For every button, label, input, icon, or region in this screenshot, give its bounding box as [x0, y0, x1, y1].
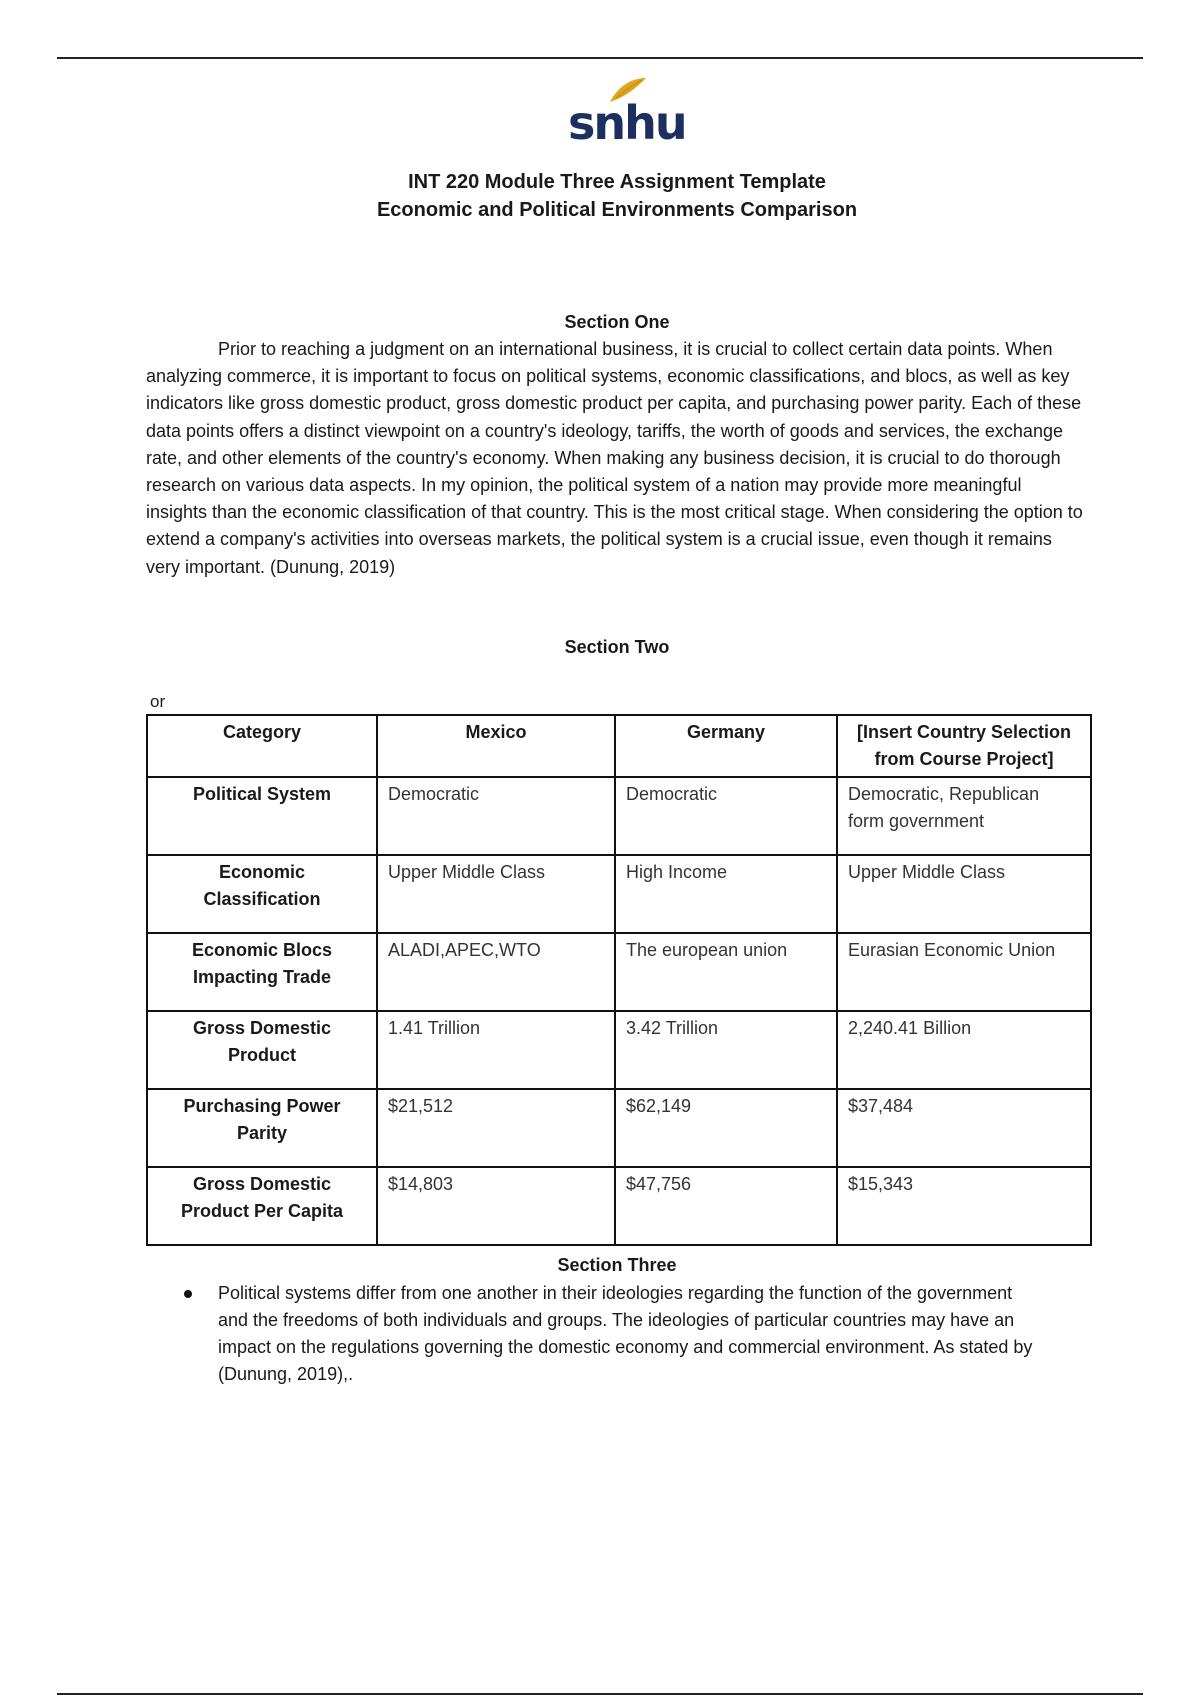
mexico-value: Democratic — [377, 777, 615, 855]
list-item-text: Political systems differ from one another in their ideologies regarding the function of the government and the freedoms of both individuals and groups. The ideologies of particular countries may have an impact on the regulations governing the domestic economy and commercial environment. As stated by (Dunung, 2019),. — [218, 1283, 1033, 1384]
top-rule — [57, 57, 1143, 59]
bullet-icon — [184, 1290, 192, 1298]
mexico-value: $14,803 — [377, 1167, 615, 1245]
or-label: or — [150, 692, 166, 711]
mexico-value: ALADI,APEC,WTO — [377, 933, 615, 1011]
header-germany: Germany — [615, 715, 837, 777]
selection-value: $15,343 — [837, 1167, 1091, 1245]
logo-text: snhu — [568, 96, 686, 150]
document-title: INT 220 Module Three Assignment Template — [408, 171, 826, 193]
header-selection: [Insert Country Selection from Course Project] — [837, 715, 1091, 777]
row-category: Economic Classification — [147, 855, 377, 933]
list-item — [146, 1280, 1046, 1388]
table-row — [147, 1011, 1091, 1089]
bottom-rule — [57, 1693, 1143, 1695]
section-three-list — [146, 1280, 1046, 1388]
table-header-row — [147, 715, 1091, 777]
document-subtitle: Economic and Political Environments Comparison — [376, 199, 858, 221]
table-row — [147, 855, 1091, 933]
germany-value: High Income — [615, 855, 837, 933]
selection-value: Democratic, Republican form government — [837, 777, 1091, 855]
section-three-heading: Section Three — [557, 1255, 677, 1275]
germany-value: Democratic — [615, 777, 837, 855]
selection-value: 2,240.41 Billion — [837, 1011, 1091, 1089]
germany-value: The european union — [615, 933, 837, 1011]
selection-value: Upper Middle Class — [837, 855, 1091, 933]
mexico-value: Upper Middle Class — [377, 855, 615, 933]
selection-value: Eurasian Economic Union — [837, 933, 1091, 1011]
table-row — [147, 777, 1091, 855]
germany-value: $47,756 — [615, 1167, 837, 1245]
snhu-logo — [568, 76, 686, 150]
selection-value: $37,484 — [837, 1089, 1091, 1167]
row-category: Political System — [147, 777, 377, 855]
header-mexico: Mexico — [377, 715, 615, 777]
section-one-paragraph: Prior to reaching a judgment on an international business, it is crucial to collect certain data points. When analyzing commerce, it is important to focus on political systems, economic classifications, and blocs, as well as key indicators like gross domestic product, gross domestic product per capita, and purchasing power parity. Each of these data points offers a distinct viewpoint on a country's ideology, tariffs, the worth of goods and services, the exchange rate, and other elements of the country's economy. When making any business decision, it is crucial to do thorough research on various data aspects. In my opinion, the political system of a nation may provide more meaningful insights than the economic classification of that country. This is the most critical stage. When considering the option to extend a company's activities into overseas markets, the political system is a crucial issue, even though it remains very important. (Dunung, 2019) — [146, 339, 1083, 577]
table-row — [147, 1167, 1091, 1245]
row-category: Gross Domestic Product Per Capita — [147, 1167, 377, 1245]
table-row — [147, 933, 1091, 1011]
germany-value: $62,149 — [615, 1089, 837, 1167]
section-two-heading: Section Two — [564, 637, 670, 657]
table-row — [147, 1089, 1091, 1167]
mexico-value: 1.41 Trillion — [377, 1011, 615, 1089]
header-category: Category — [147, 715, 377, 777]
row-category: Gross Domestic Product — [147, 1011, 377, 1089]
mexico-value: $21,512 — [377, 1089, 615, 1167]
section-one-heading: Section One — [564, 312, 670, 332]
row-category: Economic Blocs Impacting Trade — [147, 933, 377, 1011]
germany-value: 3.42 Trillion — [615, 1011, 837, 1089]
row-category: Purchasing Power Parity — [147, 1089, 377, 1167]
comparison-table — [146, 714, 1092, 1246]
